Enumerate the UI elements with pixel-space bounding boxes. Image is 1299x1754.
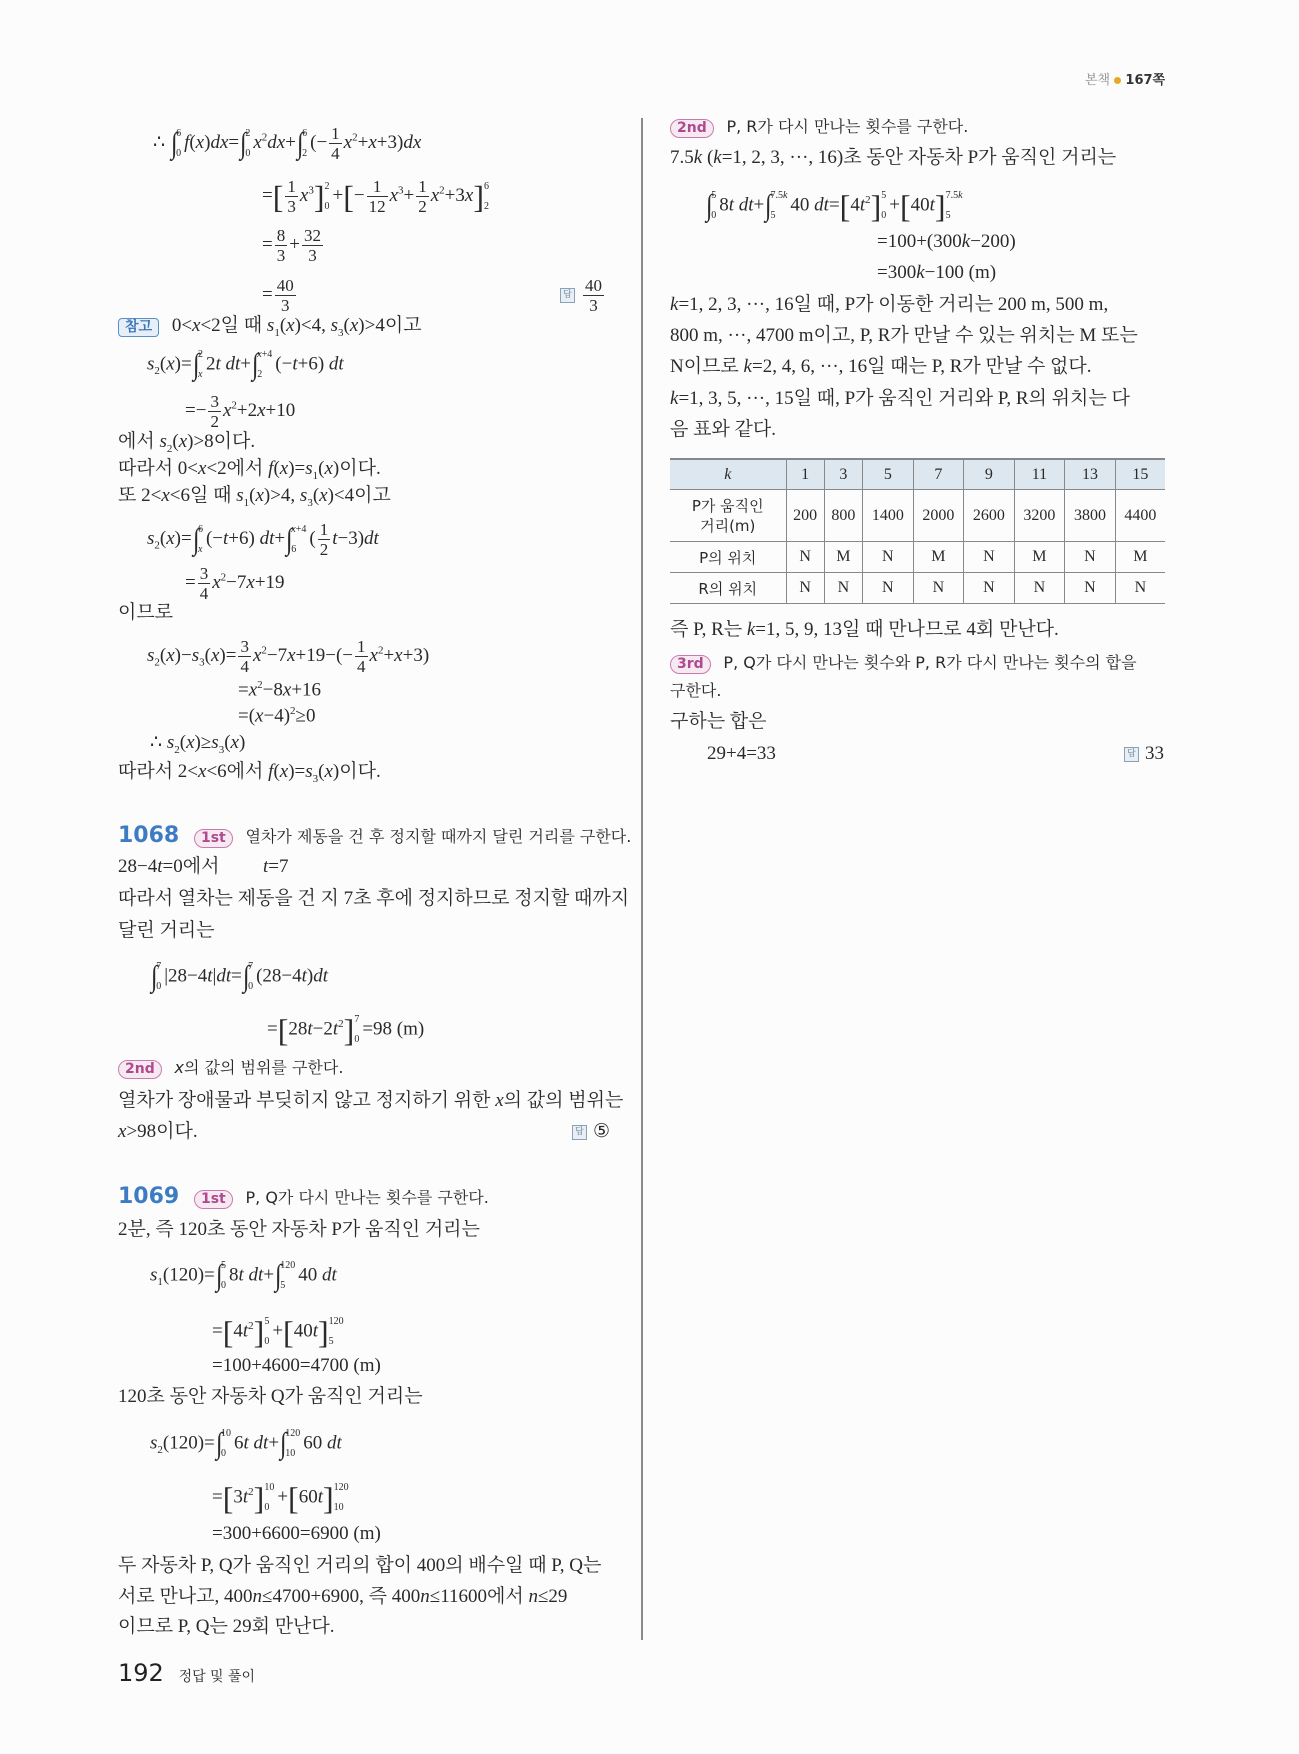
step-heading [670, 650, 1137, 676]
math-line: ∫ 7 0 |28−4t|dt=∫ 7 0 (28−4t)dt [150, 960, 328, 993]
math-line: =300+6600=6900 (m) [212, 1523, 381, 1544]
text-line: 또 2<x<6일 때 $s_1(x)>4$, $s_3(x)<4$이고 [118, 485, 391, 509]
table-cell: N [1065, 573, 1116, 604]
step-heading [118, 1055, 343, 1081]
step-title: P, R가 다시 만나는 횟수를 구한다. [726, 117, 969, 136]
math-line: $s_1(120)=\int$ 5 0 8t dt+∫ 120 5 40 dt [150, 1259, 337, 1292]
text-line: k=1, 2, 3, ···, 16일 때, P가 이동한 거리는 200 m, 500 m, [670, 294, 1109, 315]
text-line: 달린 거리는 [118, 920, 215, 941]
math-line: =100+4600=4700 (m) [212, 1355, 381, 1376]
table-row [670, 490, 1165, 542]
table-header-row [670, 459, 1165, 490]
answer [572, 1119, 610, 1145]
problem-1069-heading [118, 1184, 489, 1211]
math-line: $s_2(x)=\int$ 6 x (−t+6) dt+∫ x+4 6 ( $\frac{1}{2}$ t−3)dt [147, 520, 379, 559]
text-line: 따라서 0<x<2에서 $f(x)=s_1(x)$이다. [118, 458, 381, 482]
text-line: 따라서 2<x<6에서 $f(x)=s_3(x)$이다. [118, 761, 381, 785]
table-cell: 200 [786, 490, 824, 542]
table-row [670, 573, 1165, 604]
table-cell: 2000 [913, 490, 964, 542]
header-cell: k [670, 459, 786, 490]
math-line: = $\frac{40}{3}$ [262, 276, 294, 315]
table-cell: 2600 [964, 490, 1015, 542]
table-cell: M [824, 542, 862, 573]
step-title: x의 값의 범위를 구한다. [174, 1058, 344, 1077]
text-line: 이므로 [118, 602, 174, 623]
table-cell: N [786, 573, 824, 604]
table-cell: N [1014, 573, 1065, 604]
answer [1124, 741, 1164, 767]
text-line: 에서 $s_2(x)>8$이다. [118, 431, 256, 455]
problem-number: 1068 [118, 823, 180, 848]
math-line: $s_2(x)=\int$ 2 x 2t dt+∫ x+4 2 (−t+6) dt [147, 348, 344, 381]
header-cell: 3 [824, 459, 862, 490]
math-line: 29+4=33 [707, 743, 776, 764]
math-line: ∴ ∫ 6 0 f(x)dx=∫ 2 0 $x^2dx+\int$ 6 2 (− $\frac{1}{4}$ $x^2+x+3)dx$ [153, 124, 422, 163]
table-cell: N [964, 542, 1015, 573]
table-cell: N [824, 573, 862, 604]
text-line: 즉 P, R는 k=1, 5, 9, 13일 때 만나므로 4회 만난다. [670, 619, 1059, 640]
table-cell: 800 [824, 490, 862, 542]
step-title: 열차가 제동을 건 후 정지할 때까지 달린 거리를 구한다. [245, 827, 632, 846]
math-line: $s_2(120)=\int$ 10 0 6t dt+∫ 120 10 60 dt [150, 1427, 342, 1460]
table-cell: M [1115, 542, 1165, 573]
header-cell: 7 [913, 459, 964, 490]
step-badge: 1st [194, 1190, 233, 1209]
answer [560, 276, 606, 315]
text-line: 120초 동안 자동차 Q가 움직인 거리는 [118, 1386, 423, 1407]
math-line: $=[28t-2t^2]$ 7 0 =98 (m) [267, 1011, 425, 1048]
column-divider [641, 118, 643, 1640]
table-cell: M [913, 542, 964, 573]
table-cell: N [863, 573, 914, 604]
table-cell: 3800 [1065, 490, 1116, 542]
math-line: = $\frac{8}{3}$ + $\frac{32}{3}$ [262, 226, 321, 265]
math-line: $=(x-4)^2\ge 0$ [238, 705, 316, 727]
answer-value: $\frac{40}{3}$ [585, 276, 602, 315]
text-line: 두 자동차 P, Q가 움직인 거리의 합이 400의 배수일 때 P, Q는 [118, 1555, 602, 1576]
row-label: R의 위치 [670, 573, 786, 604]
text-line: N이므로 k=2, 4, 6, ···, 16일 때는 P, R가 만날 수 없다. [670, 356, 1092, 377]
header-cell: 5 [863, 459, 914, 490]
table-cell: 3200 [1014, 490, 1065, 542]
math-line: ∫ 5 0 8t dt+∫ 7.5k 5 40 $dt=[4t^2]$ 5 0 +[40t] 7.5k 5 [705, 187, 963, 224]
math-line: $=[3t^2]$ 10 0 +[60t] 120 10 [212, 1479, 349, 1516]
table-cell: 1400 [863, 490, 914, 542]
table-cell: N [1115, 573, 1165, 604]
step-badge: 3rd [670, 655, 711, 674]
math-line: = $\frac{3}{4}$ $x^2-7x+19$ [185, 564, 285, 603]
header-cell: 9 [964, 459, 1015, 490]
header-cell: 13 [1065, 459, 1116, 490]
table-row [670, 542, 1165, 573]
text-line: 서로 만나고, 400n≤4700+6900, 즉 400n≤11600에서 n≤29 [118, 1586, 568, 1607]
text-line: x>98이다. [118, 1121, 198, 1142]
table-cell: N [786, 542, 824, 573]
math-line: ∴ $s_2(x)\ge s_3(x)$ [150, 732, 246, 756]
answer-icon: 답 [572, 1125, 587, 1140]
math-line: $=[4t^2]$ 5 0 +[40t] 120 5 [212, 1313, 344, 1350]
position-table [670, 458, 1165, 604]
row-label: P가 움직인 거리(m) [670, 490, 786, 542]
text-line: 열차가 장애물과 부딪히지 않고 정지하기 위한 x의 값의 범위는 [118, 1090, 624, 1111]
step-title-cont: 구한다. [670, 681, 722, 700]
math-line: $=x^2-8x+16$ [238, 679, 322, 701]
text-line: 따라서 열차는 제동을 건 지 7초 후에 정지하므로 정지할 때까지 [118, 888, 630, 909]
page-ref: 167쪽 [1125, 73, 1166, 88]
text-line: 이므로 P, Q는 29회 만난다. [118, 1616, 335, 1637]
table-cell: N [863, 542, 914, 573]
text-line: 28−4t=0에서 [118, 856, 220, 877]
math-line: =300k−100 (m) [877, 262, 997, 283]
step-title: P, Q가 다시 만나는 횟수를 구한다. [245, 1188, 489, 1207]
table-cell: N [964, 573, 1015, 604]
table-cell: N [1065, 542, 1116, 573]
math-line: =100+(300k−200) [877, 231, 1016, 252]
math-line: =− $\frac{3}{2}$ $x^2+2x+10$ [185, 392, 296, 431]
note-text: 0<x<2일 때 $s_1(x)<4$, $s_3(x)>4$이고 [171, 315, 422, 339]
text-line: 구하는 합은 [670, 711, 767, 732]
text-line: 음 표와 같다. [670, 419, 777, 440]
text-line: k=1, 3, 5, ···, 15일 때, P가 움직인 거리와 P, R의 위치는 다 [670, 388, 1130, 409]
header-cell: 15 [1115, 459, 1165, 490]
table-cell: N [913, 573, 964, 604]
page-footer [118, 1660, 255, 1690]
row-label: P의 위치 [670, 542, 786, 573]
book-ref: 본책 [1085, 73, 1111, 88]
answer-icon: 답 [560, 288, 575, 303]
header-cell: 11 [1014, 459, 1065, 490]
header-cell: 1 [786, 459, 824, 490]
answer-value: 33 [1145, 743, 1164, 764]
section-title: 정답 및 풀이 [178, 1669, 256, 1685]
page-number: 192 [118, 1659, 164, 1687]
note-badge: 참고 [118, 318, 159, 337]
step-badge: 2nd [670, 119, 714, 138]
step-title: P, Q가 다시 만나는 횟수와 P, R가 다시 만나는 횟수의 합을 [723, 653, 1137, 672]
math-line: =[ $\frac{1}{3}$ $x^3$] 2 0 +[− $\frac{1}{12}$ $x^3+$ $\frac{1}{2}$ $x^2+3x$] 6 2 [262, 177, 489, 216]
table-cell: M [1014, 542, 1065, 573]
note-line [118, 313, 422, 346]
step-heading [670, 114, 968, 140]
step-badge: 2nd [118, 1060, 162, 1079]
dot-icon [1114, 77, 1121, 84]
step-badge: 1st [194, 829, 233, 848]
answer-value: ⑤ [593, 1121, 611, 1142]
table-cell: 4400 [1115, 490, 1165, 542]
text-line: 2분, 즉 120초 동안 자동차 P가 움직인 거리는 [118, 1219, 480, 1240]
answer-icon: 답 [1124, 747, 1139, 762]
problem-1068-heading [118, 823, 631, 850]
problem-number: 1069 [118, 1184, 180, 1209]
text-line: 7.5k (k=1, 2, 3, ···, 16)초 동안 자동차 P가 움직인 거리는 [670, 147, 1117, 168]
text-line: t=7 [263, 856, 289, 877]
text-line: 800 m, ···, 4700 m이고, P, R가 만날 수 있는 위치는 M 또는 [670, 325, 1138, 346]
page-reference [1085, 68, 1165, 94]
math-line: $s_2(x)-s_3(x)=$ $\frac{3}{4}$ $x^2-7x+19-(-$ $\frac{1}{4}$ $x^2+x+3$) [147, 637, 430, 676]
